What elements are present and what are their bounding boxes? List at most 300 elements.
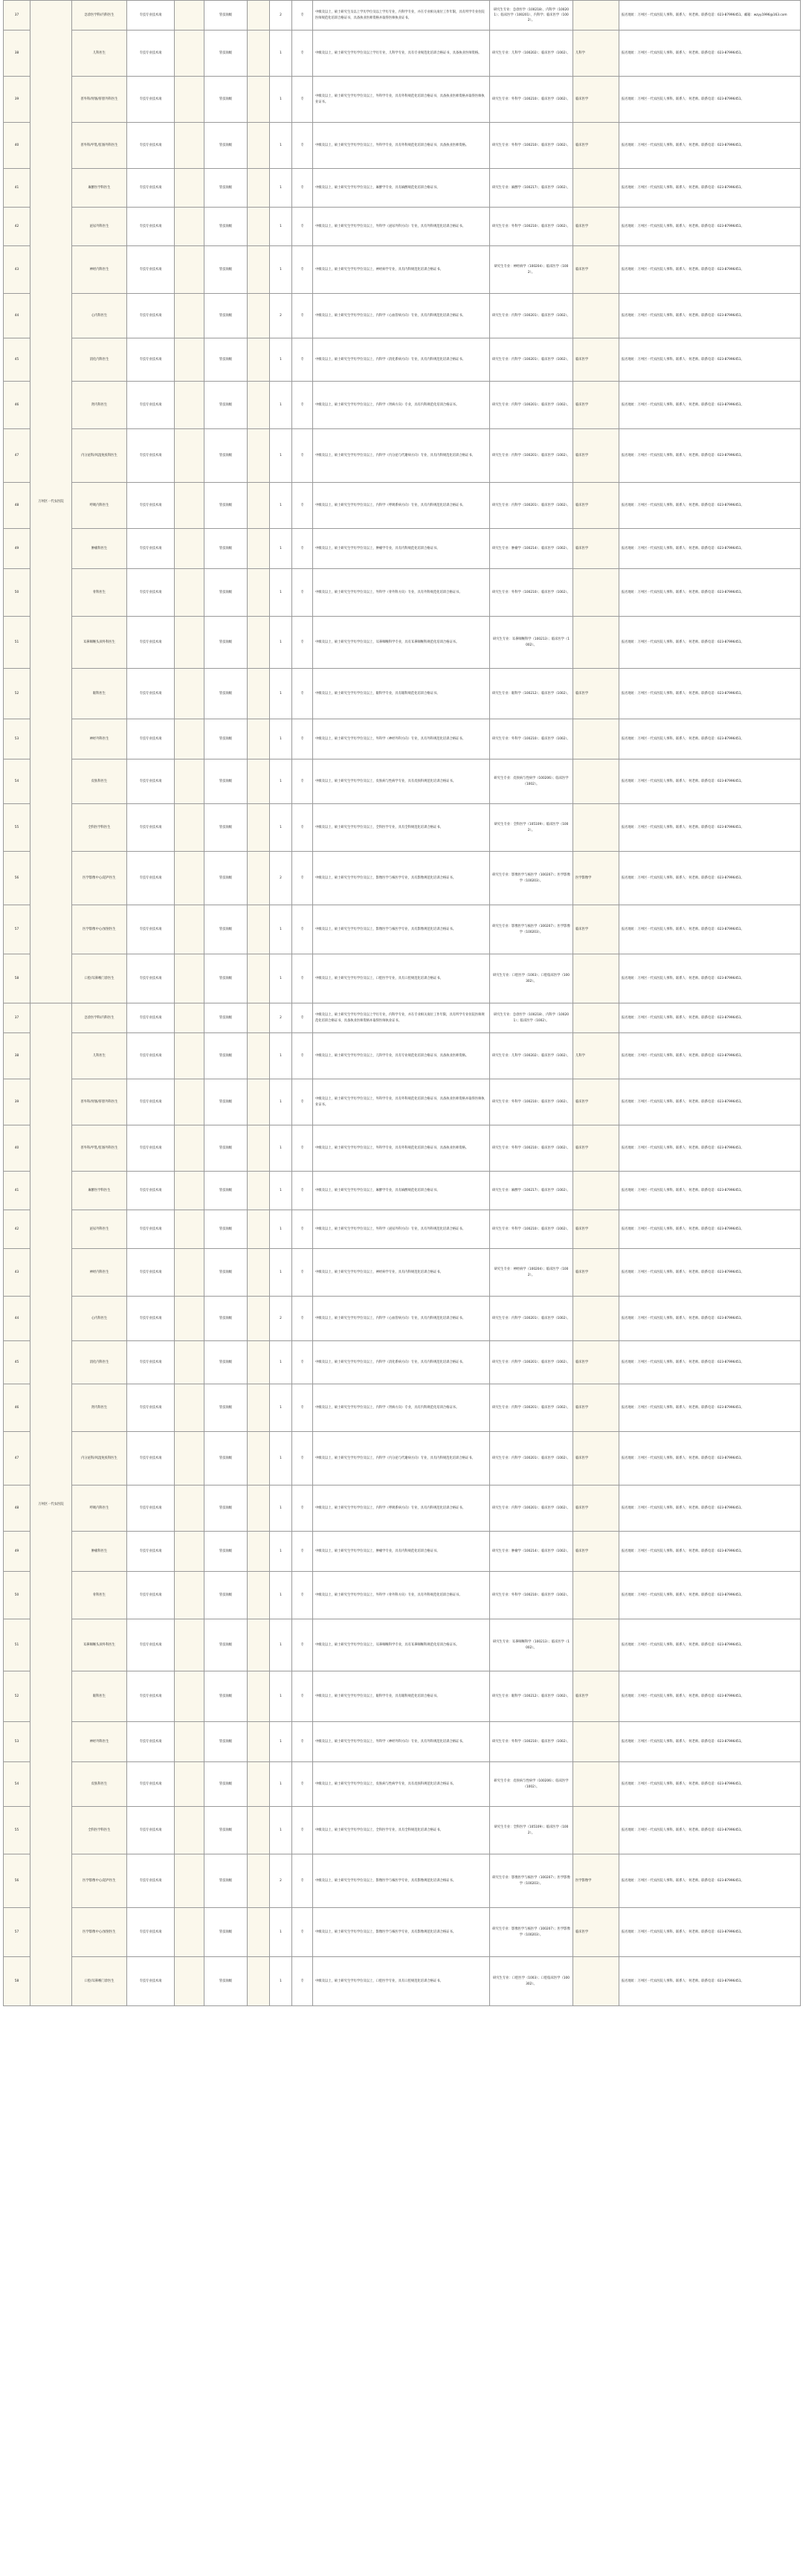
extra-note — [573, 1957, 619, 2006]
edu-mark: 专 — [292, 208, 313, 246]
department: 普外科/胃肠/肝胆外科医生 — [72, 77, 127, 123]
extra-note — [573, 169, 619, 208]
department: 神经外科医生 — [72, 719, 127, 759]
blank-cell — [175, 338, 204, 382]
contact-info: 报名地址：万州区一代农医院人事科。联系人：何老师。联系电话：023-87996451。 — [619, 1033, 801, 1079]
department: 呼吸内科医生 — [72, 483, 127, 529]
post-category: 专技专业技术岗 — [127, 1572, 175, 1619]
major-requirement: 研究生专业：耳鼻咽喉科学（100213）；临床医学（1002）。 — [490, 1619, 573, 1671]
major-requirement: 研究生专业：口腔医学（1003）；口腔临床医学（100302）。 — [490, 1957, 573, 2006]
post-category: 专技专业技术岗 — [127, 123, 175, 169]
table-row — [4, 169, 801, 208]
post-level: 管技岗级 — [204, 719, 248, 759]
post-level: 管技岗级 — [204, 1079, 248, 1125]
edu-mark: 专 — [292, 1, 313, 30]
post-level: 管技岗级 — [204, 1485, 248, 1532]
department: 儿科医生 — [72, 30, 127, 77]
department: 皮肤科医生 — [72, 759, 127, 804]
edu-mark: 专 — [292, 804, 313, 852]
extra-note: 临床医学 — [573, 483, 619, 529]
contact-info: 报名地址：万州区一代农医院人事科。联系人：何老师。联系电话：023-87996451。 — [619, 1172, 801, 1210]
major-requirement: 研究生专业：内科学（100201）；临床医学（1002）。 — [490, 382, 573, 429]
requirements: 中级及以上，硕士研究生学历学位及以上，影像医学与核医学专业，具有影像规范化培训合格证书。 — [313, 1908, 490, 1957]
department: 医学影像中心/放射医生 — [72, 905, 127, 954]
extra-note — [573, 1172, 619, 1210]
row-index: 58 — [4, 1957, 30, 2006]
edu-mark: 专 — [292, 77, 313, 123]
extra-note — [573, 719, 619, 759]
post-category: 专技专业技术岗 — [127, 954, 175, 1003]
extra-note: 临床医学 — [573, 246, 619, 294]
edu-mark: 专 — [292, 1807, 313, 1854]
post-category: 专技专业技术岗 — [127, 208, 175, 246]
requirements: 中级及以上，硕士研究生及以上学历学位及以上学历专业，内科学专业，并在专业相关岗位工作年限，具有所学专业住院医师规范化培训合格证书，具备执业医师资格并取得医师执业证书。 — [313, 1, 490, 30]
requirements: 中级及以上，硕士研究生学历学位及以上，儿科学专业，具有专业规范化培训合格证书，具备执业医师资格。 — [313, 1033, 490, 1079]
contact-info: 报名地址：万州区一代农医院人事科。联系人：何老师。联系电话：023-87996451。 — [619, 77, 801, 123]
headcount: 1 — [270, 1671, 292, 1722]
headcount: 1 — [270, 429, 292, 483]
blank-cell — [248, 1532, 270, 1572]
contact-info: 报名地址：万州区一代农医院人事科。联系人：何老师。联系电话：023-87996451。邮箱：wzyy1996@163.com — [619, 1, 801, 30]
headcount: 1 — [270, 1619, 292, 1671]
table-row — [4, 1432, 801, 1485]
requirements: 中级及以上，硕士研究生学历学位及以上，外科学专业，具有外科规范化培训合格证书，具备执业医师资格并取得医师执业证书。 — [313, 77, 490, 123]
department: 肾内科医生 — [72, 1384, 127, 1432]
blank-cell — [248, 1079, 270, 1125]
row-index: 44 — [4, 294, 30, 338]
post-category: 专技专业技术岗 — [127, 1807, 175, 1854]
department: 肿瘤科医生 — [72, 1532, 127, 1572]
extra-note: 临床医学 — [573, 1532, 619, 1572]
row-index: 39 — [4, 77, 30, 123]
department: 神经外科医生 — [72, 1722, 127, 1762]
blank-cell — [175, 429, 204, 483]
post-level: 管技岗级 — [204, 1722, 248, 1762]
department: 消化内科医生 — [72, 1341, 127, 1384]
major-requirement: 研究生专业：内科学（100201）；临床医学（1002）。 — [490, 1485, 573, 1532]
row-index: 53 — [4, 1722, 30, 1762]
extra-note: 临床医学 — [573, 1341, 619, 1384]
contact-info: 报名地址：万州区一代农医院人事科。联系人：何老师。联系电话：023-87996451。 — [619, 338, 801, 382]
requirements: 中级及以上，硕士研究生学历学位及以上，口腔医学专业，具有口腔规范化培训合格证书。 — [313, 1957, 490, 2006]
requirements: 中级及以上，硕士研究生学历学位及以上，皮肤病与性病学专业，具有皮肤科规范化培训合格证书。 — [313, 1762, 490, 1807]
requirements: 中级及以上，硕士研究生学历学位及以上，全科医学专业，具有全科规范化培训合格证书。 — [313, 1807, 490, 1854]
edu-mark: 专 — [292, 1079, 313, 1125]
post-category: 专技专业技术岗 — [127, 1432, 175, 1485]
contact-info: 报名地址：万州区一代农医院人事科。联系人：何老师。联系电话：023-87996451。 — [619, 30, 801, 77]
blank-cell — [175, 954, 204, 1003]
edu-mark: 专 — [292, 719, 313, 759]
post-category: 专技专业技术岗 — [127, 905, 175, 954]
department: 口腔/耳鼻喉门诊医生 — [72, 954, 127, 1003]
major-requirement: 研究生专业：急诊医学（100218）、内科学（100201）；临床医学（1002）。 — [490, 1003, 573, 1033]
post-level: 管技岗级 — [204, 1384, 248, 1432]
row-index: 56 — [4, 852, 30, 905]
table-row — [4, 1908, 801, 1957]
headcount: 1 — [270, 1908, 292, 1957]
department: 眼科医生 — [72, 1671, 127, 1722]
extra-note: 临床医学 — [573, 1908, 619, 1957]
headcount: 1 — [270, 1432, 292, 1485]
requirements: 中级及以上，硕士研究生学历学位及以上，内科学（消化系病方向）专业，具有内科规范化培训合格证书。 — [313, 1341, 490, 1384]
table-row — [4, 1341, 801, 1384]
contact-info: 报名地址：万州区一代农医院人事科。联系人：何老师。联系电话：023-87996451。 — [619, 759, 801, 804]
contact-info: 报名地址：万州区一代农医院人事科。联系人：何老师。联系电话：023-87996451。 — [619, 382, 801, 429]
department: 呼吸内科医生 — [72, 1485, 127, 1532]
requirements: 中级及以上，硕士研究生学历学位及以上，全科医学专业，具有全科规范化培训合格证书。 — [313, 804, 490, 852]
extra-note — [573, 804, 619, 852]
post-level: 管技岗级 — [204, 1532, 248, 1572]
post-level: 管技岗级 — [204, 1854, 248, 1908]
edu-mark: 专 — [292, 382, 313, 429]
requirements: 中级及以上，硕士研究生学历学位及以上，肿瘤学专业，具有内科规范化培训合格证书。 — [313, 1532, 490, 1572]
edu-mark: 专 — [292, 123, 313, 169]
blank-cell — [175, 1762, 204, 1807]
post-level: 管技岗级 — [204, 1341, 248, 1384]
edu-mark: 专 — [292, 1485, 313, 1532]
post-level: 管技岗级 — [204, 338, 248, 382]
edu-mark: 专 — [292, 294, 313, 338]
row-index: 56 — [4, 1854, 30, 1908]
post-level: 管技岗级 — [204, 77, 248, 123]
post-level: 管技岗级 — [204, 669, 248, 719]
edu-mark: 专 — [292, 905, 313, 954]
headcount: 1 — [270, 1384, 292, 1432]
blank-cell — [175, 1957, 204, 2006]
post-category: 专技专业技术岗 — [127, 719, 175, 759]
post-level: 管技岗级 — [204, 246, 248, 294]
headcount: 1 — [270, 1125, 292, 1172]
requirements: 中级及以上，硕士研究生学历学位及以上，肿瘤学专业，具有内科规范化培训合格证书。 — [313, 529, 490, 569]
contact-info: 报名地址：万州区一代农医院人事科。联系人：何老师。联系电话：023-87996451。 — [619, 1957, 801, 2006]
post-category: 专技专业技术岗 — [127, 669, 175, 719]
row-index: 55 — [4, 1807, 30, 1854]
requirements: 中级及以上，硕士研究生学历学位及以上学历专业，儿科学专业，具有专业规范化培训合格证书，具备执业医师资格。 — [313, 30, 490, 77]
edu-mark: 专 — [292, 429, 313, 483]
post-category: 专技专业技术岗 — [127, 1033, 175, 1079]
blank-cell — [175, 852, 204, 905]
extra-note — [573, 759, 619, 804]
major-requirement: 研究生专业：外科学（100210）；临床医学（1002）。 — [490, 569, 573, 617]
table-row — [4, 208, 801, 246]
requirements: 中级及以上，硕士研究生学历学位及以上学历专业，内科学专业，并在专业相关岗位工作年限，具有所学专业住院医师规范化培训合格证书，具备执业医师资格并取得医师执业证书。 — [313, 1003, 490, 1033]
row-index: 54 — [4, 759, 30, 804]
edu-mark: 专 — [292, 1003, 313, 1033]
post-category: 专技专业技术岗 — [127, 759, 175, 804]
edu-mark: 专 — [292, 1762, 313, 1807]
row-index: 50 — [4, 1572, 30, 1619]
blank-cell — [175, 569, 204, 617]
blank-cell — [175, 669, 204, 719]
post-category: 专技专业技术岗 — [127, 1485, 175, 1532]
unit-name: 万州区一代农医院 — [30, 1, 72, 1003]
post-category: 专技专业技术岗 — [127, 77, 175, 123]
contact-info: 报名地址：万州区一代农医院人事科。联系人：何老师。联系电话：023-87996451。 — [619, 1432, 801, 1485]
post-level: 管技岗级 — [204, 1210, 248, 1249]
post-level: 管技岗级 — [204, 483, 248, 529]
blank-cell — [175, 1485, 204, 1532]
extra-note — [573, 294, 619, 338]
table-row — [4, 1249, 801, 1297]
row-index: 42 — [4, 208, 30, 246]
post-category: 专技专业技术岗 — [127, 1341, 175, 1384]
headcount: 2 — [270, 1, 292, 30]
row-index: 51 — [4, 1619, 30, 1671]
department: 麻醉医学科医生 — [72, 169, 127, 208]
headcount: 2 — [270, 1854, 292, 1908]
row-index: 58 — [4, 954, 30, 1003]
blank-cell — [248, 617, 270, 669]
post-category: 专技专业技术岗 — [127, 1, 175, 30]
row-index: 37 — [4, 1, 30, 30]
table-row — [4, 246, 801, 294]
department: 眼科医生 — [72, 669, 127, 719]
post-level: 管技岗级 — [204, 954, 248, 1003]
requirements: 中级及以上，硕士研究生学历学位及以上，影像医学与核医学专业，具有影像规范化培训合格证书。 — [313, 905, 490, 954]
blank-cell — [175, 905, 204, 954]
unit-name: 万州区一代农医院 — [30, 1003, 72, 2006]
edu-mark: 专 — [292, 1210, 313, 1249]
major-requirement: 研究生专业：内科学（100201）；临床医学（1002）。 — [490, 1297, 573, 1341]
row-index: 45 — [4, 338, 30, 382]
post-level: 管技岗级 — [204, 1, 248, 30]
major-requirement: 研究生专业：内科学（100201）；临床医学（1002）。 — [490, 338, 573, 382]
edu-mark: 专 — [292, 852, 313, 905]
contact-info: 报名地址：万州区一代农医院人事科。联系人：何老师。联系电话：023-87996451。 — [619, 294, 801, 338]
contact-info: 报名地址：万州区一代农医院人事科。联系人：何老师。联系电话：023-87996451。 — [619, 1384, 801, 1432]
edu-mark: 专 — [292, 1432, 313, 1485]
table-row — [4, 569, 801, 617]
blank-cell — [248, 1722, 270, 1762]
blank-cell — [248, 1, 270, 30]
extra-note — [573, 1762, 619, 1807]
post-category: 专技专业技术岗 — [127, 1172, 175, 1210]
extra-note: 临床医学 — [573, 529, 619, 569]
table-row — [4, 338, 801, 382]
table-row — [4, 1125, 801, 1172]
extra-note — [573, 569, 619, 617]
post-category: 专技专业技术岗 — [127, 1722, 175, 1762]
department: 内分泌科/风湿免疫科医生 — [72, 429, 127, 483]
requirements: 中级及以上，硕士研究生学历学位及以上，麻醉学专业，具有麻醉规范化培训合格证书。 — [313, 169, 490, 208]
table-row — [4, 30, 801, 77]
headcount: 1 — [270, 719, 292, 759]
department: 心内科医生 — [72, 294, 127, 338]
major-requirement: 研究生专业：内科学（100201）；临床医学（1002）。 — [490, 1432, 573, 1485]
blank-cell — [175, 804, 204, 852]
major-requirement: 研究生专业：影像医学与核医学（100207）；医学影像学（100203）。 — [490, 1908, 573, 1957]
extra-note: 临床医学 — [573, 123, 619, 169]
department: 医学影像中心/超声医生 — [72, 1854, 127, 1908]
blank-cell — [248, 1485, 270, 1532]
row-index: 42 — [4, 1210, 30, 1249]
table-row — [4, 1210, 801, 1249]
recruitment-table — [3, 0, 801, 2006]
extra-note: 医学影像学 — [573, 852, 619, 905]
table-row — [4, 759, 801, 804]
extra-note: 临床医学 — [573, 1249, 619, 1297]
post-category: 专技专业技术岗 — [127, 1079, 175, 1125]
requirements: 中级及以上，硕士研究生学历学位及以上，耳鼻咽喉科学专业，具有耳鼻咽喉科规范化培训合格证书。 — [313, 617, 490, 669]
headcount: 1 — [270, 77, 292, 123]
edu-mark: 专 — [292, 954, 313, 1003]
requirements: 中级及以上，硕士研究生学历学位及以上，眼科学专业，具有眼科规范化培训合格证书。 — [313, 1671, 490, 1722]
table-row — [4, 1532, 801, 1572]
requirements: 中级及以上，硕士研究生学历学位及以上，外科学专业，具有外科规范化培训合格证书，具备执业医师资格。 — [313, 1125, 490, 1172]
blank-cell — [248, 669, 270, 719]
headcount: 1 — [270, 954, 292, 1003]
blank-cell — [248, 1210, 270, 1249]
blank-cell — [175, 30, 204, 77]
major-requirement: 研究生专业：外科学（100210）；临床医学（1002）。 — [490, 123, 573, 169]
contact-info: 报名地址：万州区一代农医院人事科。联系人：何老师。联系电话：023-87996451。 — [619, 1908, 801, 1957]
requirements: 中级及以上，硕士研究生学历学位及以上，内科学（消化系病方向）专业，具有内科规范化培训合格证书。 — [313, 338, 490, 382]
blank-cell — [248, 338, 270, 382]
department: 肾内科医生 — [72, 382, 127, 429]
contact-info: 报名地址：万州区一代农医院人事科。联系人：何老师。联系电话：023-87996451。 — [619, 1807, 801, 1854]
blank-cell — [248, 169, 270, 208]
blank-cell — [175, 1908, 204, 1957]
blank-cell — [248, 804, 270, 852]
post-category: 专技专业技术岗 — [127, 1532, 175, 1572]
requirements: 中级及以上，硕士研究生学历学位及以上，神经病学专业，具有内科规范化培训合格证书。 — [313, 246, 490, 294]
department: 普外科/甲乳/肛肠外科医生 — [72, 1125, 127, 1172]
blank-cell — [248, 429, 270, 483]
department: 皮肤科医生 — [72, 1762, 127, 1807]
extra-note: 临床医学 — [573, 1485, 619, 1532]
blank-cell — [248, 1908, 270, 1957]
extra-note — [573, 1003, 619, 1033]
extra-note — [573, 1722, 619, 1762]
major-requirement: 研究生专业：麻醉学（100217）；临床医学（1002）。 — [490, 169, 573, 208]
headcount: 1 — [270, 1033, 292, 1079]
department: 全科医学科医生 — [72, 1807, 127, 1854]
table-row — [4, 1722, 801, 1762]
blank-cell — [175, 246, 204, 294]
blank-cell — [248, 905, 270, 954]
headcount: 1 — [270, 338, 292, 382]
major-requirement: 研究生专业：耳鼻咽喉科学（100213）；临床医学（1002）。 — [490, 617, 573, 669]
row-index: 44 — [4, 1297, 30, 1341]
table-row — [4, 1572, 801, 1619]
blank-cell — [248, 1172, 270, 1210]
post-category: 专技专业技术岗 — [127, 1671, 175, 1722]
requirements: 中级及以上，硕士研究生学历学位及以上，影像医学与核医学专业，具有影像规范化培训合格证书。 — [313, 852, 490, 905]
blank-cell — [248, 1572, 270, 1619]
edu-mark: 专 — [292, 759, 313, 804]
requirements: 中级及以上，硕士研究生学历学位及以上，皮肤病与性病学专业，具有皮肤科规范化培训合格证书。 — [313, 759, 490, 804]
blank-cell — [248, 1003, 270, 1033]
requirements: 中级及以上，硕士研究生学历学位及以上，外科学（神经外科方向）专业，具有外科规范化培训合格证书。 — [313, 719, 490, 759]
department: 骨科医生 — [72, 1572, 127, 1619]
department: 急诊医学科/内科医生 — [72, 1, 127, 30]
blank-cell — [248, 208, 270, 246]
post-category: 专技专业技术岗 — [127, 429, 175, 483]
headcount: 1 — [270, 169, 292, 208]
headcount: 1 — [270, 569, 292, 617]
department: 儿科医生 — [72, 1033, 127, 1079]
contact-info: 报名地址：万州区一代农医院人事科。联系人：何老师。联系电话：023-87996451。 — [619, 617, 801, 669]
extra-note — [573, 1297, 619, 1341]
extra-note: 临床医学 — [573, 1079, 619, 1125]
requirements: 中级及以上，硕士研究生学历学位及以上，口腔医学专业，具有口腔规范化培训合格证书。 — [313, 954, 490, 1003]
row-index: 51 — [4, 617, 30, 669]
post-level: 管技岗级 — [204, 1957, 248, 2006]
edu-mark: 专 — [292, 617, 313, 669]
edu-mark: 专 — [292, 169, 313, 208]
post-category: 专技专业技术岗 — [127, 1003, 175, 1033]
department: 全科医学科医生 — [72, 804, 127, 852]
post-level: 管技岗级 — [204, 1762, 248, 1807]
blank-cell — [175, 1671, 204, 1722]
table-row — [4, 123, 801, 169]
table-row — [4, 905, 801, 954]
headcount: 1 — [270, 123, 292, 169]
requirements: 中级及以上，硕士研究生学历学位及以上，内科学（内分泌与代谢病方向）专业，具有内科规范化培训合格证书。 — [313, 1432, 490, 1485]
row-index: 47 — [4, 1432, 30, 1485]
post-category: 专技专业技术岗 — [127, 1957, 175, 2006]
post-category: 专技专业技术岗 — [127, 382, 175, 429]
post-category: 专技专业技术岗 — [127, 1619, 175, 1671]
department: 肿瘤科医生 — [72, 529, 127, 569]
headcount: 1 — [270, 1807, 292, 1854]
requirements: 中级及以上，硕士研究生学历学位及以上，内科学（肾病方向）专业，具有内科规范化培训合格证书。 — [313, 1384, 490, 1432]
post-category: 专技专业技术岗 — [127, 1384, 175, 1432]
extra-note: 临床医学 — [573, 1671, 619, 1722]
blank-cell — [175, 719, 204, 759]
blank-cell — [175, 759, 204, 804]
post-level: 管技岗级 — [204, 905, 248, 954]
contact-info: 报名地址：万州区一代农医院人事科。联系人：何老师。联系电话：023-87996451。 — [619, 529, 801, 569]
blank-cell — [248, 123, 270, 169]
requirements: 中级及以上，硕士研究生学历学位及以上，影像医学与核医学专业，具有影像规范化培训合格证书。 — [313, 1854, 490, 1908]
blank-cell — [248, 1384, 270, 1432]
table-row — [4, 1033, 801, 1079]
post-category: 专技专业技术岗 — [127, 30, 175, 77]
blank-cell — [175, 1722, 204, 1762]
blank-cell — [175, 1210, 204, 1249]
post-category: 专技专业技术岗 — [127, 1210, 175, 1249]
row-index: 38 — [4, 30, 30, 77]
extra-note: 临床医学 — [573, 905, 619, 954]
post-category: 专技专业技术岗 — [127, 804, 175, 852]
department: 医学影像中心/放射医生 — [72, 1908, 127, 1957]
blank-cell — [175, 1572, 204, 1619]
major-requirement: 研究生专业：眼科学（100212）；临床医学（1002）。 — [490, 669, 573, 719]
table-row — [4, 1384, 801, 1432]
edu-mark: 专 — [292, 338, 313, 382]
major-requirement: 研究生专业：全科医学（105109）；临床医学（1002）。 — [490, 1807, 573, 1854]
blank-cell — [248, 1807, 270, 1854]
post-level: 管技岗级 — [204, 1671, 248, 1722]
major-requirement: 研究生专业：内科学（100201）；临床医学（1002）。 — [490, 1341, 573, 1384]
blank-cell — [175, 1, 204, 30]
extra-note: 医学影像学 — [573, 1854, 619, 1908]
row-index: 39 — [4, 1079, 30, 1125]
contact-info: 报名地址：万州区一代农医院人事科。联系人：何老师。联系电话：023-87996451。 — [619, 246, 801, 294]
post-level: 管技岗级 — [204, 294, 248, 338]
row-index: 50 — [4, 569, 30, 617]
blank-cell — [248, 1762, 270, 1807]
table-row — [4, 1762, 801, 1807]
contact-info: 报名地址：万州区一代农医院人事科。联系人：何老师。联系电话：023-87996451。 — [619, 1854, 801, 1908]
table-row — [4, 1003, 801, 1033]
blank-cell — [248, 294, 270, 338]
row-index: 41 — [4, 1172, 30, 1210]
edu-mark: 专 — [292, 1722, 313, 1762]
row-index: 40 — [4, 1125, 30, 1172]
contact-info: 报名地址：万州区一代农医院人事科。联系人：何老师。联系电话：023-87996451。 — [619, 1485, 801, 1532]
